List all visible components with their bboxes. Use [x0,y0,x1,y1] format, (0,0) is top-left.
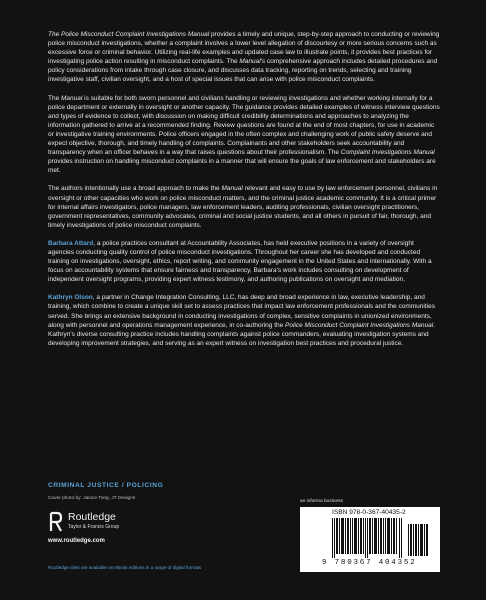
blurb-paragraph-3: The authors intentionally use a broad approach to make the Manual relevant and easy to use by law enforcement personnel, civilians in oversight or other capacities who work on police misconduct matters, and the criminal justice academic community. It is a critical primer for internal affairs investigators, police managers, law enforcement leaders, auditing professionals, civilian oversight practitioners, government representatives, community advocates, criminal and social justice students, and all others in pursuit of fair, thorough, and timely investigations of police misconduct complaints. [48,185,438,229]
publisher-name: Routledge [68,511,116,523]
informa-label: an informa business [300,499,343,504]
subject-category: CRIMINAL JUSTICE / POLICING [48,482,164,489]
price-supplement-barcode [408,520,430,556]
blurb-paragraph-2: The Manual is suitable for both sworn personnel and civilians handling or reviewing investigations and whether working internally for a police department or externally in oversight or another capacity. The guidance provides detailed examples of witness interview questions and types of evidence to collect, with discussion on making difficult credibility determinations and approaches to analyzing the information gathered to arrive at a recommended finding. Review questions are found at the end of most chapters, for use in academic or investigative training environments. Police officers engaged in the often complex and challenging work of public safety deserve and expect objective, thorough, and timely handling of complaints. Complainants and other stakeholders seek accountability and transparency when an officer behaves in a way that raises questions about their professionalism. The Complaint Investigations Manual provides instruction on handling misconduct complaints in a manner that will ensure the goals of law enforcement and stakeholders are met. [48,94,440,175]
author-bio-attard: Barbara Attard, a police practices consultant at Accountability Associates, has held executive positions in a variety of oversight agencies conducting quality control of police misconduct investigations. Throughout her career she has developed and conducted training on investigations, oversight, ethics, report writing, and community engagement in the United States and internationally. With a focus on accountability systems that ensure fairness and transparency, Barbara's work includes consulting on development of independent oversight programs, providing expert witness testimony, and authoring publications on oversight and mediation. [48,239,432,284]
barcode-area [300,507,440,572]
ean-barcode [332,518,404,558]
back-cover-text [48,30,440,357]
author-bio-olson: Kathryn Olson, a partner in Change Integration Consulting, LLC, has deep and broad experience in law, executive leadership, and training, which combine to create a unique skill set to assess practices that impact law enforcement professionals and the communities served. She brings an extensive background in conducting investigations of complex, sensitive complaints in unionized environments, along with personnel and operations management experience, in co-authoring the Police Misconduct Complaint Investigations Manual. Kathryn's diverse consulting practice includes handling complaints against police commanders, evaluating investigation systems and developing improvement strategies, and serving as an expert witness on investigation best practices and procedural justice. [48,294,435,347]
barcode-digits: 9 780367 404352 [322,559,417,567]
routledge-r-icon [48,510,64,534]
author-name-attard: Barbara Attard [48,239,94,247]
isbn-label: ISBN 978-0-367-40435-2 [332,509,406,516]
author-name-olson: Kathryn Olson [48,294,93,302]
blurb-paragraph-1: The Police Misconduct Complaint Investigations Manual provides a timely and unique, step-by-step approach to conducting or reviewing police misconduct investigations, whether a complaint involves a lower level allegation of discourtesy or more serious concerns such as excessive force or criminal behavior. Utilizing real-life examples and updated case law to illustrate points, it provides best practices for investigating police action resulting in misconduct complaints. The Manual's comprehensive approach includes detailed procedures and policy considerations from intake through case closure, and discusses data tracking, reporting on trends, selecting and training investigative staff, civilian oversight, and a host of special issues that can arise with police misconduct complaints. [48,31,440,84]
publisher-group: Taylor & Francis Group [68,524,120,530]
ebook-note: Routledge titles are available as eBook editions in a range of digital formats [48,565,202,570]
publisher-website: www.routledge.com [48,538,105,544]
cover-credit: Cover photo by: Janice Tong, JT Designs [48,496,136,501]
